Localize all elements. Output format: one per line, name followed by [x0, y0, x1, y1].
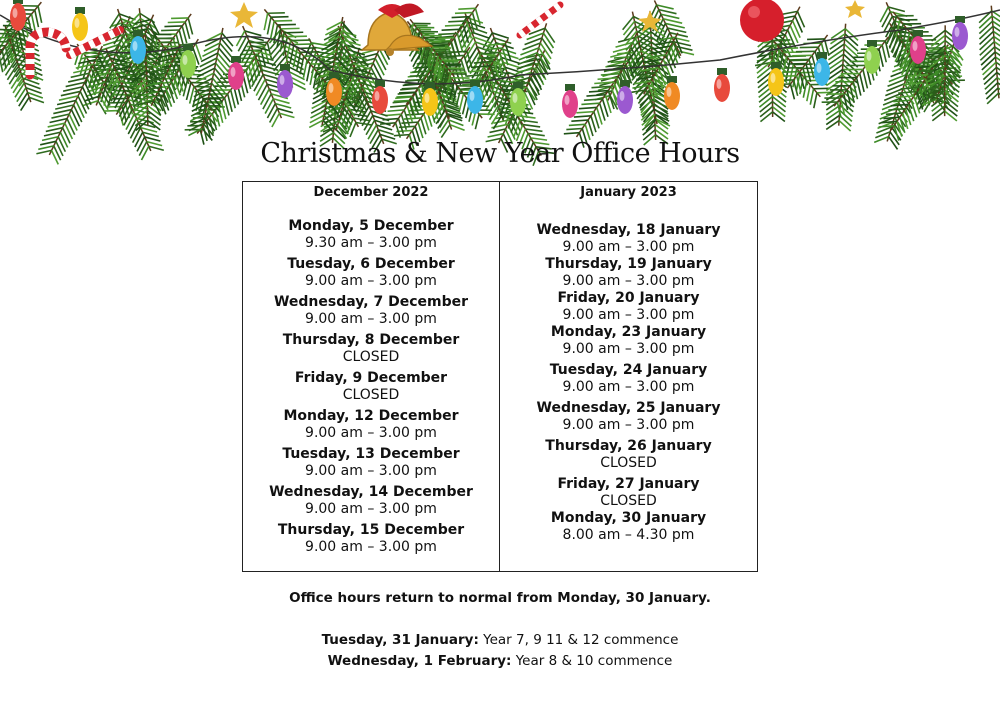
day-hours: CLOSED: [342, 386, 400, 403]
day-entry: [500, 362, 757, 395]
commence-line-1: [0, 632, 1000, 648]
day-name: Monday, 12 December: [283, 408, 459, 424]
day-entry: [243, 484, 499, 517]
commence-line-1-label: Tuesday, 31 January:: [321, 632, 479, 648]
day-name: Monday, 5 December: [288, 218, 454, 234]
day-entry: [500, 256, 757, 289]
day-name: Friday, 27 January: [557, 476, 700, 492]
day-entry: [243, 522, 499, 555]
january-days: [500, 222, 757, 543]
day-hours: CLOSED: [600, 454, 657, 471]
day-entry: [500, 400, 757, 433]
day-hours: 9.00 am – 3.00 pm: [305, 462, 437, 479]
day-name: Thursday, 15 December: [277, 522, 465, 538]
day-entry: [500, 476, 757, 509]
page-title: Christmas & New Year Office Hours: [260, 138, 740, 169]
day-hours: 9.00 am – 3.00 pm: [562, 378, 695, 395]
day-name: Wednesday, 7 December: [273, 294, 469, 310]
day-name: Wednesday, 14 December: [269, 484, 473, 500]
day-entry: [243, 218, 499, 251]
day-name: Tuesday, 24 January: [549, 362, 708, 378]
december-column: [243, 182, 500, 571]
day-hours: 9.00 am – 3.00 pm: [562, 340, 695, 357]
office-hours-table: [242, 181, 758, 572]
january-column: [500, 182, 757, 571]
day-hours: 9.00 am – 3.00 pm: [305, 500, 437, 517]
day-hours: 9.00 am – 3.00 pm: [562, 416, 695, 433]
december-days: [243, 218, 499, 555]
day-hours: 9.00 am – 3.00 pm: [562, 238, 695, 255]
day-entry: [243, 446, 499, 479]
day-name: Tuesday, 6 December: [287, 256, 455, 272]
commence-line-1-text: Year 7, 9 11 & 12 commence: [478, 632, 679, 648]
day-name: Friday, 9 December: [294, 370, 448, 386]
day-entry: [243, 332, 499, 365]
day-entry: [500, 324, 757, 357]
day-entry: [243, 370, 499, 403]
commence-line-2-label: Wednesday, 1 February:: [327, 653, 512, 669]
day-hours: 9.00 am – 3.00 pm: [305, 272, 437, 289]
day-hours: 9.00 am – 3.00 pm: [305, 310, 437, 327]
day-name: Thursday, 8 December: [282, 332, 460, 348]
day-name: Wednesday, 18 January: [536, 222, 721, 238]
january-heading: January 2023: [580, 185, 677, 200]
day-name: Thursday, 26 January: [545, 438, 712, 454]
day-hours: CLOSED: [600, 492, 657, 509]
day-entry: [500, 222, 757, 255]
day-entry: [500, 290, 757, 323]
day-name: Friday, 20 January: [557, 290, 700, 306]
normal-hours-note: Office hours return to normal from Monday, 30 January.: [289, 590, 711, 606]
day-hours: 9.30 am – 3.00 pm: [305, 234, 437, 251]
day-hours: 9.00 am – 3.00 pm: [305, 538, 437, 555]
day-entry: [243, 256, 499, 289]
day-name: Monday, 23 January: [550, 324, 707, 340]
december-heading: December 2022: [313, 185, 429, 200]
day-hours: 9.00 am – 3.00 pm: [562, 306, 695, 323]
day-hours: CLOSED: [342, 348, 400, 365]
day-entry: [243, 294, 499, 327]
commence-line-2-text: Year 8 & 10 commence: [511, 653, 673, 669]
day-entry: [500, 438, 757, 471]
bauble-icon: [740, 0, 784, 42]
day-hours: 9.00 am – 3.00 pm: [562, 272, 695, 289]
day-entry: [243, 408, 499, 441]
day-entry: [500, 510, 757, 543]
day-name: Wednesday, 25 January: [536, 400, 721, 416]
day-name: Tuesday, 13 December: [282, 446, 460, 462]
day-name: Monday, 30 January: [550, 510, 707, 526]
day-name: Thursday, 19 January: [545, 256, 712, 272]
day-hours: 8.00 am – 4.30 pm: [562, 526, 695, 543]
day-hours: 9.00 am – 3.00 pm: [305, 424, 437, 441]
commence-line-2: [0, 653, 1000, 669]
